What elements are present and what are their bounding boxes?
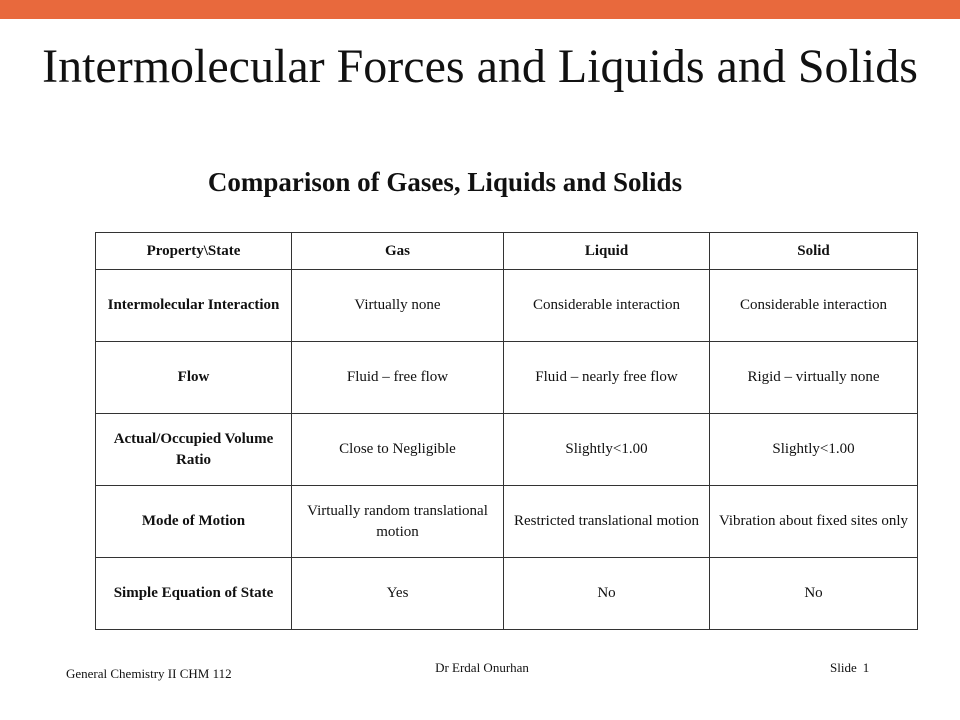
footer-author: Dr Erdal Onurhan [435,660,529,675]
solid-cell: Rigid – virtually none [710,342,918,414]
liquid-cell: Slightly<1.00 [504,414,710,486]
header-property-state: Property\State [96,233,292,270]
row-property-label: Intermolecular Interaction [96,270,292,342]
gas-cell: Virtually random translational motion [292,486,504,558]
gas-cell: Close to Negligible [292,414,504,486]
slide-subtitle: Comparison of Gases, Liquids and Solids [207,167,683,197]
solid-cell: No [710,558,918,630]
solid-cell: Vibration about fixed sites only [710,486,918,558]
row-property-label: Flow [96,342,292,414]
liquid-cell: Restricted translational motion [504,486,710,558]
table-header-row [96,233,918,270]
liquid-cell: Fluid – nearly free flow [504,342,710,414]
slide-title: Intermolecular Forces and Liquids and Solids [42,40,918,93]
solid-cell: Considerable interaction [710,270,918,342]
footer-slide-number [830,660,869,676]
table-row [96,414,918,486]
row-property-label: Simple Equation of State [96,558,292,630]
row-property-label: Mode of Motion [96,486,292,558]
table-row [96,558,918,630]
header-gas: Gas [292,233,504,270]
table-row [96,486,918,558]
solid-cell: Slightly<1.00 [710,414,918,486]
liquid-cell: No [504,558,710,630]
header-liquid: Liquid [504,233,710,270]
footer-course: General Chemistry II CHM 112 [66,666,232,681]
table-row [96,270,918,342]
header-solid: Solid [710,233,918,270]
slide-label: Slide [830,660,857,675]
gas-cell: Fluid – free flow [292,342,504,414]
table-row [96,342,918,414]
slide-number: 1 [862,660,870,675]
gas-cell: Yes [292,558,504,630]
row-property-label: Actual/Occupied Volume Ratio [96,414,292,486]
top-accent-bar [0,0,960,19]
liquid-cell: Considerable interaction [504,270,710,342]
gas-cell: Virtually none [292,270,504,342]
comparison-table [95,232,918,630]
